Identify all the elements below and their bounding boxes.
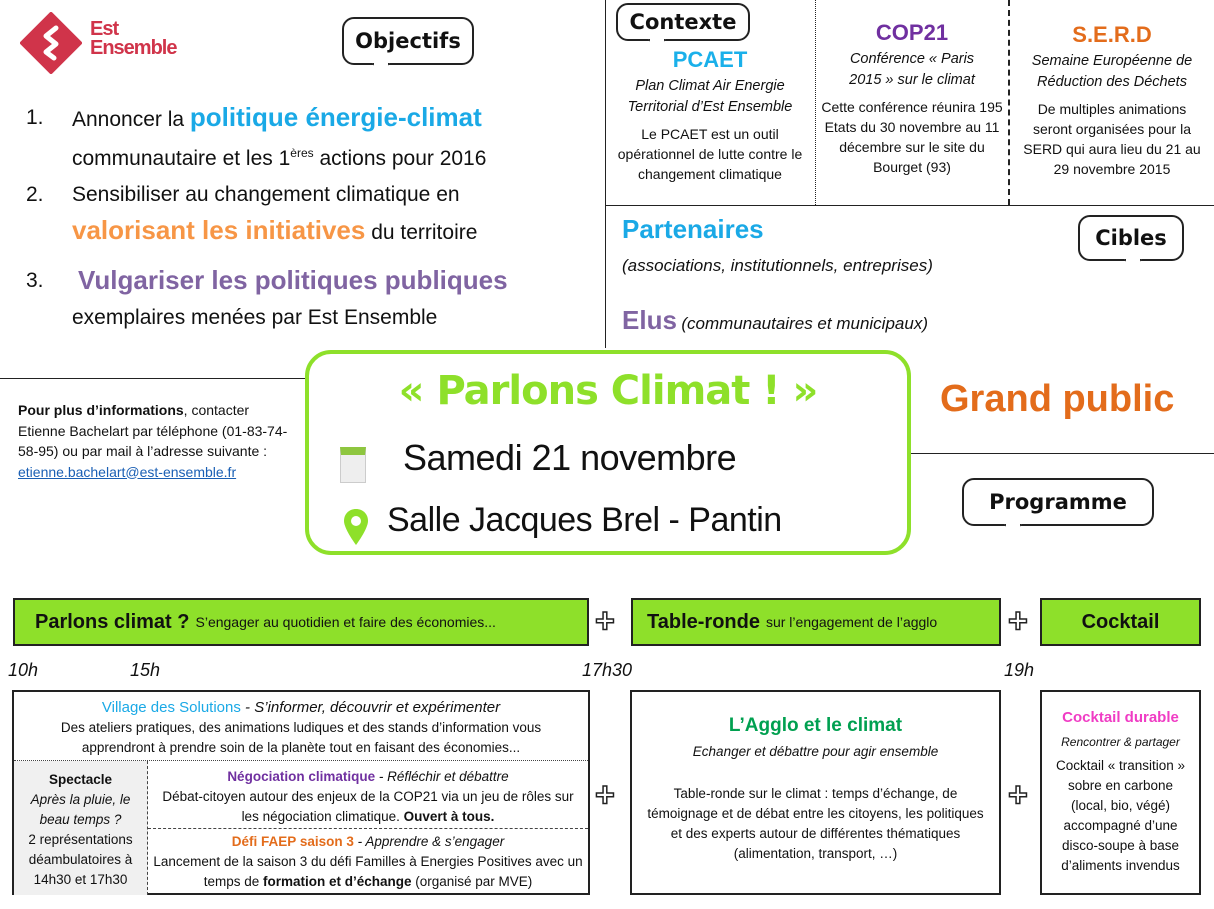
logo-line1: Est: [90, 18, 119, 40]
time-label: 19h: [1004, 660, 1035, 680]
context-title: PCAET: [672, 47, 748, 72]
negociation-tag: - Réfléchir et débattre: [375, 769, 509, 784]
negociation-cell: [148, 761, 588, 829]
objective-text: Sensibiliser au changement climatique en: [72, 183, 460, 206]
village-text: Des ateliers pratiques, des animations ludiques et des stands d’information vous apprendront à prendre soin de la planète tout en faisant des économies...: [60, 720, 542, 755]
contact-heading: Pour plus d’informations: [18, 402, 184, 418]
context-text: Le PCAET est un outil opérationnel de lutte contre le changement climatique: [617, 126, 803, 182]
divider: [605, 205, 1214, 206]
context-serd: [1012, 22, 1212, 179]
agglo-box: [630, 690, 1001, 895]
objective-text: exemplaires menées par Est Ensemble: [72, 306, 438, 329]
agglo-subtitle: Echanger et débattre pour agir ensemble: [692, 744, 939, 759]
bar-table-ronde: [631, 598, 1001, 646]
objective-number: 2.: [26, 183, 44, 206]
bar-cocktail: [1040, 598, 1201, 646]
context-subtitle: Semaine Européenne de Réduction des Déchets: [1031, 53, 1193, 90]
objectifs-title: Objectifs: [355, 29, 461, 53]
contexte-title: Contexte: [629, 10, 737, 34]
objective-text: communautaire et les 1: [72, 147, 291, 170]
bar-parlons-climat: [13, 598, 589, 646]
negociation-bold: Ouvert à tous.: [403, 809, 495, 824]
plus-icon: +: [1008, 602, 1028, 640]
spectacle-cell: [14, 761, 148, 895]
cibles-title: Cibles: [1095, 226, 1167, 250]
programme-bubble: [962, 478, 1154, 526]
event-place: Salle Jacques Brel - Pantin: [387, 501, 782, 539]
defi-title: Défi FAEP saison 3: [231, 834, 354, 849]
calendar-icon: [340, 447, 366, 483]
time-label: 15h: [130, 660, 161, 680]
partenaires-detail: (associations, institutionnels, entreprises): [622, 256, 933, 275]
bar-subtitle: S’engager au quotidien et faire des économies...: [195, 614, 496, 630]
objective-number: 3.: [26, 269, 44, 292]
defi-tag: - Apprendre & s’engager: [353, 834, 505, 849]
elus-detail: (communautaires et municipaux): [681, 314, 928, 333]
village-tag: - S’informer, découvrir et expérimenter: [240, 699, 501, 716]
event-date: Samedi 21 novembre: [403, 437, 737, 478]
objectifs-bubble: [342, 17, 474, 65]
partenaires-title: Partenaires: [622, 214, 764, 244]
time-label: 10h: [8, 660, 39, 680]
grand-public: Grand public: [940, 378, 1175, 420]
context-subtitle: Conférence « Paris 2015 » sur le climat: [849, 51, 975, 88]
objective-highlight: valorisant les initiatives: [72, 215, 366, 245]
time-label: 17h30: [582, 660, 633, 680]
context-text: Cette conférence réunira 195 Etats du 30 novembre au 11 décembre sur le site du Bourget (93): [821, 99, 1003, 175]
objective-sup: ères: [290, 146, 314, 160]
objective-number: 1.: [26, 106, 44, 129]
contexte-bubble: [616, 3, 750, 41]
divider: [0, 378, 305, 379]
spectacle-text: 2 représentations déambulatoires à 14h30 et 17h30: [28, 832, 133, 887]
village-box: [12, 690, 590, 895]
cocktail-subtitle: Rencontrer & partager: [1061, 735, 1180, 749]
cocktail-box: [1040, 690, 1201, 895]
defi-text: (organisé par MVE): [411, 874, 533, 889]
bar-title: Table-ronde: [647, 610, 760, 633]
cibles-bubble: [1078, 215, 1184, 261]
negociation-title: Négociation climatique: [227, 769, 376, 784]
bar-title: Parlons climat ?: [35, 610, 190, 633]
objective-highlight: Vulgariser les politiques publiques: [78, 265, 508, 295]
agglo-title: L’Agglo et le climat: [728, 715, 903, 736]
context-text: De multiples animations seront organisées pour la SERD qui aura lieu du 21 au 29 novembre 2015: [1023, 101, 1201, 177]
logo-mark-icon: [20, 12, 82, 74]
objective-highlight: politique énergie-climat: [189, 102, 482, 132]
context-title: COP21: [875, 20, 949, 45]
elus-title: Elus: [622, 305, 677, 335]
village-title: Village des Solutions: [101, 699, 241, 716]
cocktail-text: Cocktail « transition » sobre en carbone (local, bio, végé) accompagné d’une disco-soupe à base d’aliments invendus: [1055, 758, 1186, 873]
logo-line2: Ensemble: [90, 37, 177, 59]
bar-title: Cocktail: [1081, 610, 1160, 633]
objective-text: du territoire: [365, 221, 478, 244]
context-pcaet: [610, 47, 810, 184]
bar-subtitle: sur l’engagement de l’agglo: [765, 614, 938, 630]
spectacle-title: Spectacle: [48, 772, 113, 787]
negociation-text: Débat-citoyen autour des enjeux de la COP21 via un jeu de rôles sur les négociation climatique.: [162, 789, 574, 824]
divider: [910, 453, 1214, 454]
map-pin-icon: [343, 508, 369, 546]
defi-bold: formation et d’échange: [262, 874, 412, 889]
divider: [1008, 0, 1010, 205]
context-cop21: [818, 20, 1006, 177]
context-subtitle: Plan Climat Air Energie Territorial d’Est Ensemble: [627, 78, 793, 115]
objective-text: Annoncer la: [72, 108, 190, 131]
plus-icon: +: [1008, 776, 1028, 814]
defi-text: Lancement de la saison 3 du défi Familles à Energies Positives avec un temps de: [153, 854, 583, 889]
divider: [815, 0, 816, 205]
contact-email-link[interactable]: etienne.bachelart@est-ensemble.fr: [18, 463, 237, 480]
defi-cell: [148, 829, 588, 895]
plus-icon: +: [595, 602, 615, 640]
objective-text: actions pour 2016: [313, 147, 487, 170]
spectacle-subtitle: Après la pluie, le beau temps ?: [30, 792, 131, 827]
programme-title: Programme: [989, 490, 1127, 514]
contact-info: [18, 400, 298, 482]
logo: [20, 12, 220, 72]
context-title: S.E.R.D: [1072, 22, 1152, 47]
plus-icon: +: [595, 776, 615, 814]
agglo-text: Table-ronde sur le climat : temps d’échange, de témoignage et de débat entre les citoyens, les politiques et des experts autour de différentes thématiques (alimentation, transport, …): [647, 786, 984, 861]
contact-text: , contacter Etienne Bachelart par téléphone (01-83-74-58-95) ou par mail à l’adresse suivante :: [18, 402, 288, 459]
cocktail-title: Cocktail durable: [1062, 709, 1179, 726]
divider: [605, 0, 606, 348]
event-title: « Parlons Climat ! »: [398, 368, 818, 414]
elus: [622, 305, 928, 336]
